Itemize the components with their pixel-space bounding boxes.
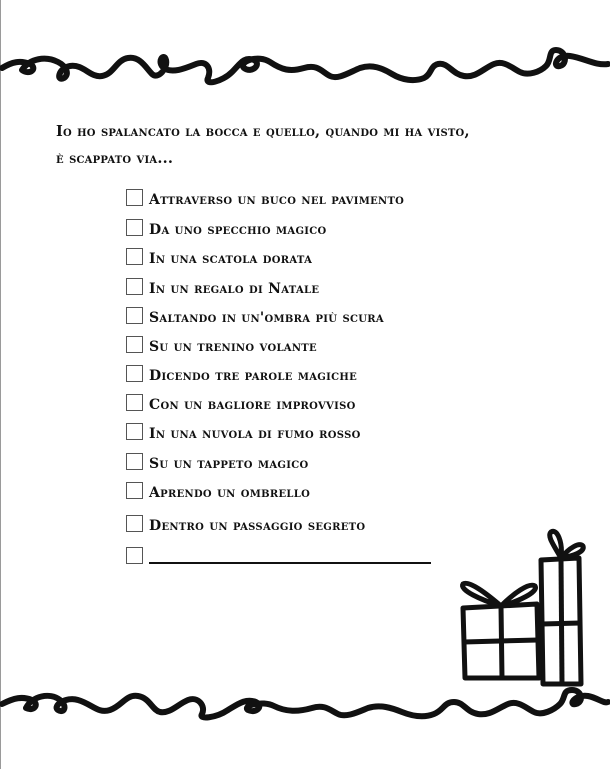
- option-10[interactable]: [126, 450, 309, 472]
- checkbox[interactable]: [126, 515, 143, 532]
- option-label: Con un bagliore improvviso: [149, 397, 356, 413]
- option-label: Su un tappeto magico: [149, 456, 309, 472]
- option-label: Attraverso un buco nel pavimento: [149, 192, 405, 208]
- option-label: Su un trenino volante: [149, 339, 317, 355]
- option-12[interactable]: [126, 512, 365, 534]
- option-label: In una scatola dorata: [149, 251, 313, 267]
- question-prompt: [56, 118, 576, 172]
- checkbox[interactable]: [126, 482, 143, 499]
- checkbox[interactable]: [126, 219, 143, 236]
- prompt-line-1: Io ho spalancato la bocca e quello, quando mi ha visto,: [56, 123, 470, 140]
- write-in-line[interactable]: [149, 562, 431, 564]
- option-11[interactable]: [126, 479, 310, 501]
- checkbox[interactable]: [126, 248, 143, 265]
- checkbox[interactable]: [126, 547, 143, 564]
- option-label: In una nuvola di fumo rosso: [149, 426, 361, 442]
- gift-boxes-icon: [455, 528, 595, 690]
- checkbox[interactable]: [126, 336, 143, 353]
- option-6[interactable]: [126, 333, 317, 355]
- top-squiggle-border: [0, 38, 610, 90]
- checkbox[interactable]: [126, 278, 143, 295]
- checkbox[interactable]: [126, 189, 143, 206]
- option-label: Da uno specchio magico: [149, 222, 327, 238]
- prompt-line-2: è scappato via...: [56, 150, 174, 167]
- page-edge: [0, 0, 1, 769]
- option-label: Dicendo tre parole magiche: [149, 368, 358, 384]
- checkbox[interactable]: [126, 394, 143, 411]
- option-label: Saltando in un'ombra più scura: [149, 310, 384, 326]
- option-label: In un regalo di Natale: [149, 281, 320, 297]
- option-7[interactable]: [126, 362, 357, 384]
- checkbox[interactable]: [126, 307, 143, 324]
- option-9[interactable]: [126, 420, 361, 442]
- checkbox[interactable]: [126, 423, 143, 440]
- checkbox[interactable]: [126, 453, 143, 470]
- option-1[interactable]: [126, 186, 404, 208]
- option-custom[interactable]: [126, 544, 431, 566]
- option-4[interactable]: [126, 275, 319, 297]
- option-label: Dentro un passaggio segreto: [149, 518, 366, 534]
- option-label: Aprendo un ombrello: [149, 485, 311, 501]
- checkbox[interactable]: [126, 365, 143, 382]
- option-8[interactable]: [126, 391, 356, 413]
- option-2[interactable]: [126, 216, 327, 238]
- bottom-squiggle-border: [0, 680, 610, 730]
- option-3[interactable]: [126, 245, 312, 267]
- option-5[interactable]: [126, 304, 384, 326]
